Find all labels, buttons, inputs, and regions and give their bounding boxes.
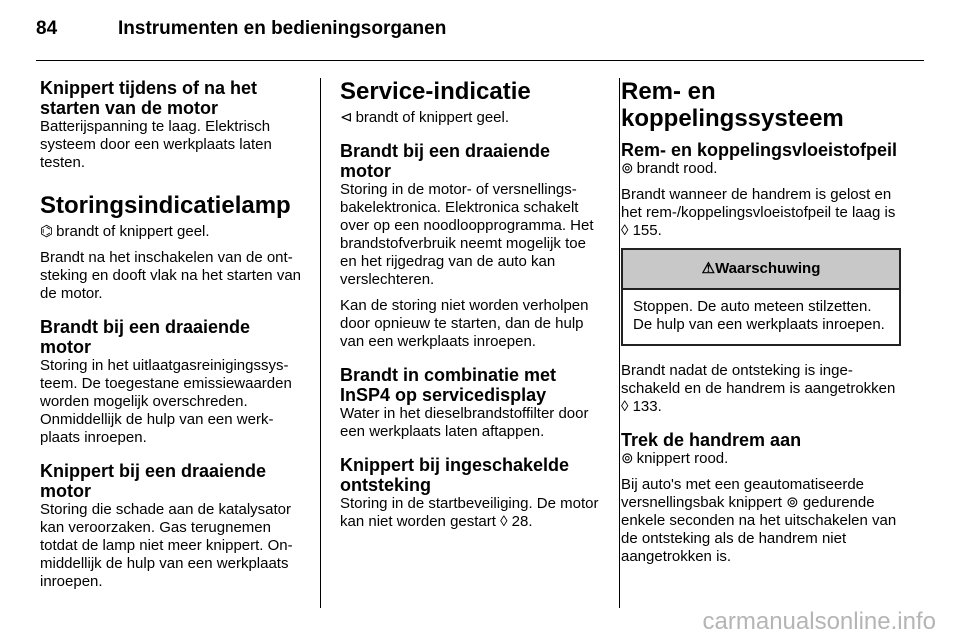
section-heading: Brandt bij een draaiende motor (40, 317, 251, 357)
paragraph: Water in het dieselbrandstoffilter door een werkplaats laten aftappen. (340, 405, 589, 440)
brake-warning-icon: ⊚ (621, 450, 634, 467)
column-3 (621, 78, 901, 574)
column-divider (619, 78, 620, 608)
section-title: Rem- en koppelingssysteem (621, 78, 844, 132)
section-heading: Brandt bij een draaiende motor (340, 141, 551, 181)
column-2 (340, 78, 606, 539)
paragraph: Storing die schade aan de katalysator kan veroorzaken. Gas terugnemen totdat de lamp niet meer knippert. Onmiddellijk de hulp van een werkplaats inroepen. (40, 501, 293, 590)
paragraph: ⊚ brandt rood. (621, 160, 718, 177)
engine-warning-icon: ⌬ (40, 223, 54, 240)
warning-text: Stoppen. De auto meteen stilzetten. De hulp van een werkplaats inroepen. (633, 298, 885, 333)
section-heading: Brandt in combinatie met InSP4 op servicedisplay (340, 365, 557, 405)
warning-title: ⚠Waarschuwing (623, 250, 899, 290)
section-title: Service-indicatie (340, 78, 531, 105)
paragraph: Kan de storing niet worden verholpen door opnieuw te starten, dan de hulp van een werkplaats inroepen. (340, 297, 589, 350)
paragraph: Storing in het uitlaatgasreinigingssysteem. De toegestane emissiewaarden worden mogelijk overschreden. Onmiddellijk de hulp van een werkplaats inroepen. (40, 357, 292, 446)
paragraph: ⊲ brandt of knippert geel. (340, 109, 510, 126)
paragraph: Brandt nadat de ontsteking is ingeschakeld en de handrem is aangetrokken ◊ 133. (621, 362, 896, 415)
paragraph: Brandt na het inschakelen van de ontsteking en dooft vlak na het starten van de motor. (40, 249, 301, 302)
paragraph: Storing in de startbeveiliging. De motor kan niet worden gestart ◊ 28. (340, 495, 599, 530)
page-number: 84 (36, 18, 58, 39)
paragraph: Brandt wanneer de handrem is gelost en het rem-/koppelingsvloeistofpeil te laag is ◊ 155. (621, 186, 896, 239)
chapter-title: Instrumenten en bedieningsorganen (118, 18, 447, 39)
service-wrench-icon: ⊲ (340, 109, 353, 126)
header-rule (36, 60, 924, 61)
paragraph: Bij auto's met een geautomatiseerde versnellingsbak knippert ⊚ gedurende enkele seconden na het uitschakelen van de ontsteking als de handrem niet aangetrokken is. (621, 476, 897, 565)
section-heading: Knippert tijdens of na het starten van de motor (40, 78, 258, 118)
brake-warning-icon: ⊚ (621, 160, 634, 177)
column-1 (40, 78, 306, 599)
section-heading: Rem- en koppelingsvloeistofpeil (621, 140, 898, 160)
watermark: carmanualsonline.info (702, 608, 936, 635)
section-heading: Knippert bij ingeschakelde ontsteking (340, 455, 570, 495)
paragraph: Storing in de motor- of versnellingsbakelektronica. Elektronica schakelt over op een noodloopprogramma. Het brandstofverbruik neemt mogelijk toe en het rijgedrag van de auto kan verslechteren. (340, 181, 594, 288)
paragraph: Batterijspanning te laag. Elektrisch systeem door een werkplaats laten testen. (40, 118, 272, 171)
page-header (36, 18, 446, 40)
section-title: Storingsindicatielamp (40, 192, 291, 219)
warning-box (621, 248, 901, 346)
section-heading: Knippert bij een draaiende motor (40, 461, 267, 501)
paragraph: ⌬ brandt of knippert geel. (40, 223, 210, 240)
paragraph: ⊚ knippert rood. (621, 450, 729, 467)
section-heading: Trek de handrem aan (621, 430, 802, 450)
column-divider (320, 78, 321, 608)
